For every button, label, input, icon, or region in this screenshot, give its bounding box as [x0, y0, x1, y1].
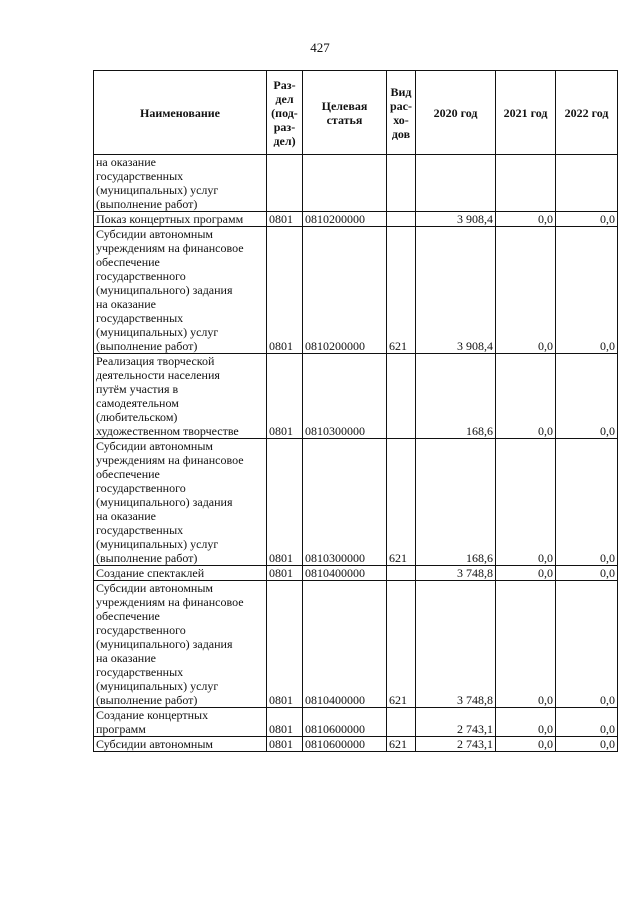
row-2020: 3 748,8	[416, 566, 496, 581]
row-2020: 2 743,1	[416, 708, 496, 737]
row-kind	[387, 212, 416, 227]
row-2022: 0,0	[556, 212, 618, 227]
table-header	[94, 71, 618, 155]
row-name: Создание спектаклей	[94, 566, 267, 581]
row-section: 0801	[267, 566, 303, 581]
header-kind: Вид рас- хо- дов	[387, 71, 416, 155]
row-2020: 3 908,4	[416, 212, 496, 227]
row-2022: 0,0	[556, 439, 618, 566]
page-number: 427	[310, 40, 330, 55]
row-2021: 0,0	[496, 737, 556, 752]
row-section: 0801	[267, 708, 303, 737]
row-2021: 0,0	[496, 708, 556, 737]
row-2021	[496, 155, 556, 212]
row-section: 0801	[267, 737, 303, 752]
budget-table	[93, 70, 618, 752]
row-2021: 0,0	[496, 439, 556, 566]
table-row	[94, 581, 618, 708]
row-name: Субсидии автономным	[94, 737, 267, 752]
row-2021: 0,0	[496, 581, 556, 708]
header-2022: 2022 год	[556, 71, 618, 155]
row-kind: 621	[387, 227, 416, 354]
table-row	[94, 737, 618, 752]
row-section	[267, 155, 303, 212]
table-row	[94, 227, 618, 354]
row-name: Создание концертных программ	[94, 708, 267, 737]
row-name: Субсидии автономным учреждениям на финансовое обеспечение государственного (муниципального) задания на оказание государственных (муниципальных) услуг (выполнение работ)	[94, 227, 267, 354]
row-section: 0801	[267, 581, 303, 708]
table-row	[94, 354, 618, 439]
row-target: 0810400000	[303, 566, 387, 581]
row-section: 0801	[267, 227, 303, 354]
row-target: 0810400000	[303, 581, 387, 708]
row-name: Субсидии автономным учреждениям на финансовое обеспечение государственного (муниципального) задания на оказание государственных (муниципальных) услуг (выполнение работ)	[94, 581, 267, 708]
table-row	[94, 566, 618, 581]
row-kind: 621	[387, 581, 416, 708]
row-2020: 168,6	[416, 439, 496, 566]
row-2022: 0,0	[556, 708, 618, 737]
row-kind	[387, 708, 416, 737]
row-2022: 0,0	[556, 581, 618, 708]
row-name: Реализация творческой деятельности населения путём участия в самодеятельном (любительском) художественном творчестве	[94, 354, 267, 439]
row-section: 0801	[267, 212, 303, 227]
header-name: Наименование	[94, 71, 267, 155]
row-2022: 0,0	[556, 227, 618, 354]
row-2020: 3 748,8	[416, 581, 496, 708]
row-2020: 3 908,4	[416, 227, 496, 354]
row-target: 0810200000	[303, 227, 387, 354]
row-target	[303, 155, 387, 212]
row-2022: 0,0	[556, 354, 618, 439]
table-body	[94, 155, 618, 752]
row-2022: 0,0	[556, 737, 618, 752]
row-target: 0810600000	[303, 708, 387, 737]
table-row	[94, 212, 618, 227]
table-row	[94, 708, 618, 737]
row-2021: 0,0	[496, 354, 556, 439]
row-name: Показ концертных программ	[94, 212, 267, 227]
row-2020: 2 743,1	[416, 737, 496, 752]
header-2020: 2020 год	[416, 71, 496, 155]
row-kind: 621	[387, 737, 416, 752]
header-target: Целевая статья	[303, 71, 387, 155]
row-section: 0801	[267, 354, 303, 439]
table-row	[94, 439, 618, 566]
row-target: 0810300000	[303, 439, 387, 566]
row-2020: 168,6	[416, 354, 496, 439]
table-row	[94, 155, 618, 212]
row-kind: 621	[387, 439, 416, 566]
row-2022	[556, 155, 618, 212]
row-section: 0801	[267, 439, 303, 566]
row-2022: 0,0	[556, 566, 618, 581]
row-target: 0810200000	[303, 212, 387, 227]
row-name: Субсидии автономным учреждениям на финансовое обеспечение государственного (муниципального) задания на оказание государственных (муниципальных) услуг (выполнение работ)	[94, 439, 267, 566]
row-target: 0810300000	[303, 354, 387, 439]
row-target: 0810600000	[303, 737, 387, 752]
row-kind	[387, 354, 416, 439]
header-section: Раз- дел (под- раз- дел)	[267, 71, 303, 155]
row-name: на оказание государственных (муниципальных) услуг (выполнение работ)	[94, 155, 267, 212]
row-kind	[387, 155, 416, 212]
row-2021: 0,0	[496, 566, 556, 581]
row-kind	[387, 566, 416, 581]
header-2021: 2021 год	[496, 71, 556, 155]
row-2021: 0,0	[496, 227, 556, 354]
row-2021: 0,0	[496, 212, 556, 227]
row-2020	[416, 155, 496, 212]
